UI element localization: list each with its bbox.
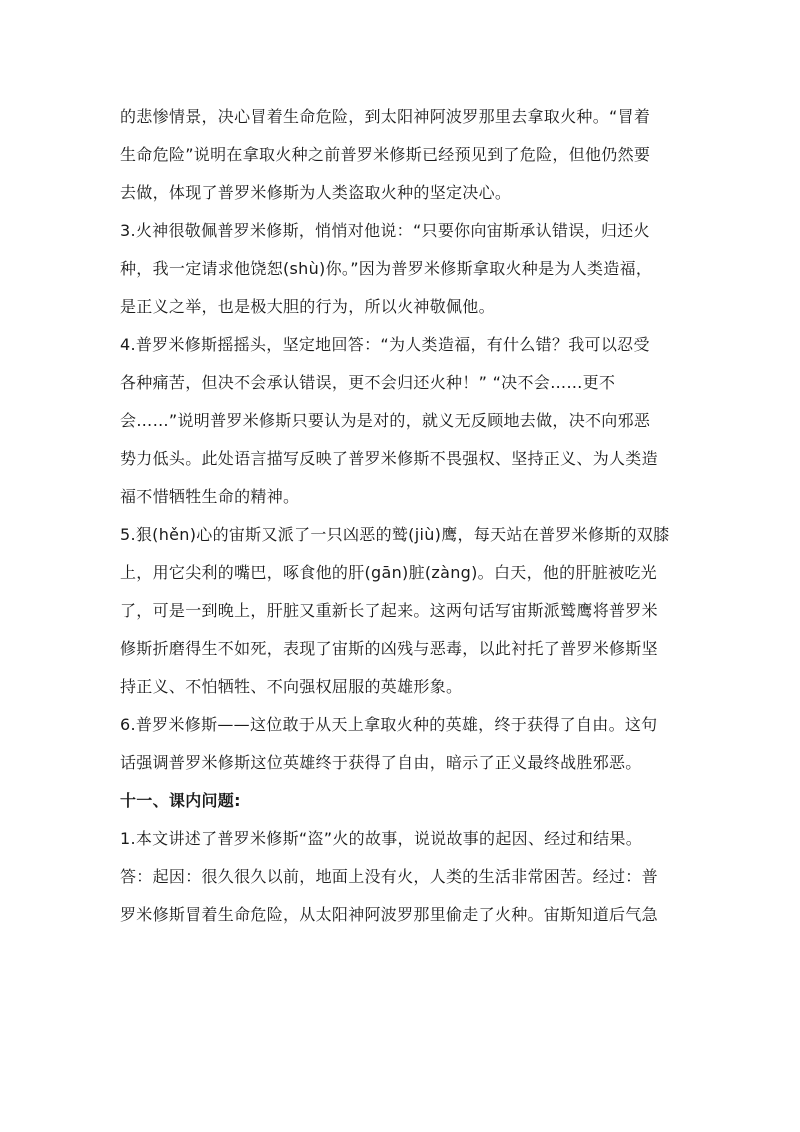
text-line: 福不惜牺牲生命的精神。 [120,487,300,506]
text-line: 修斯折磨得生不如死，表现了宙斯的凶残与恶毒，以此衬托了普罗米修斯坚 [120,639,658,658]
text-line: 的悲惨情景，决心冒着生命危险，到太阳神阿波罗那里去拿取火种。“冒着 [120,107,651,126]
text-line: 种，我一定请求他饶恕(shù)你。”因为普罗米修斯拿取火种是为人类造福， [120,259,653,278]
text-line: 各种痛苦，但决不会承认错误，更不会归还火种！” “决不会……更不 [120,373,616,392]
text-line: 5.狠(hěn)心的宙斯又派了一只凶恶的鹫(jiù)鹰，每天站在普罗米修斯的双膝 [120,525,670,544]
text-line: 罗米修斯冒着生命危险，从太阳神阿波罗那里偷走了火种。宙斯知道后气急 [120,905,658,924]
text-line: 持正义、不怕牺牲、不向强权屈服的英雄形象。 [120,677,463,696]
text-line: 1.本文讲述了普罗米修斯“盗”火的故事，说说故事的起因、经过和结果。 [120,829,643,848]
text-line: 上，用它尖利的嘴巴，啄食他的肝(gān)脏(zàng)。白天，他的肝脏被吃光 [120,563,657,582]
text-line: 去做，体现了普罗米修斯为人类盗取火种的坚定决心。 [120,183,512,202]
text-line: 答：起因：很久很久以前，地面上没有火，人类的生活非常困苦。经过：普 [120,867,658,886]
text-line: 3.火神很敬佩普罗米修斯，悄悄对他说：“只要你向宙斯承认错误，归还火 [120,221,650,240]
section-heading: 十一、课内问题: [120,791,241,810]
text-line: 6.普罗米修斯——这位敢于从天上拿取火种的英雄，终于获得了自由。这句 [120,715,658,734]
text-line: 生命危险”说明在拿取火种之前普罗米修斯已经预见到了危险，但他仍然要 [120,145,651,164]
text-line: 会……”说明普罗米修斯只要认为是对的，就义无反顾地去做，决不向邪恶 [120,411,651,430]
document-body [120,104,695,940]
text-line: 4.普罗米修斯摇摇头，坚定地回答：“为人类造福，有什么错？我可以忍受 [120,335,650,354]
text-line: 了，可是一到晚上，肝脏又重新长了起来。这两句话写宙斯派鹫鹰将普罗米 [120,601,658,620]
text-line: 话强调普罗米修斯这位英雄终于获得了自由，暗示了正义最终战胜邪恶。 [120,753,642,772]
text-line: 是正义之举，也是极大胆的行为，所以火神敬佩他。 [120,297,495,316]
text-line: 势力低头。此处语言描写反映了普罗米修斯不畏强权、坚持正义、为人类造 [120,449,658,468]
